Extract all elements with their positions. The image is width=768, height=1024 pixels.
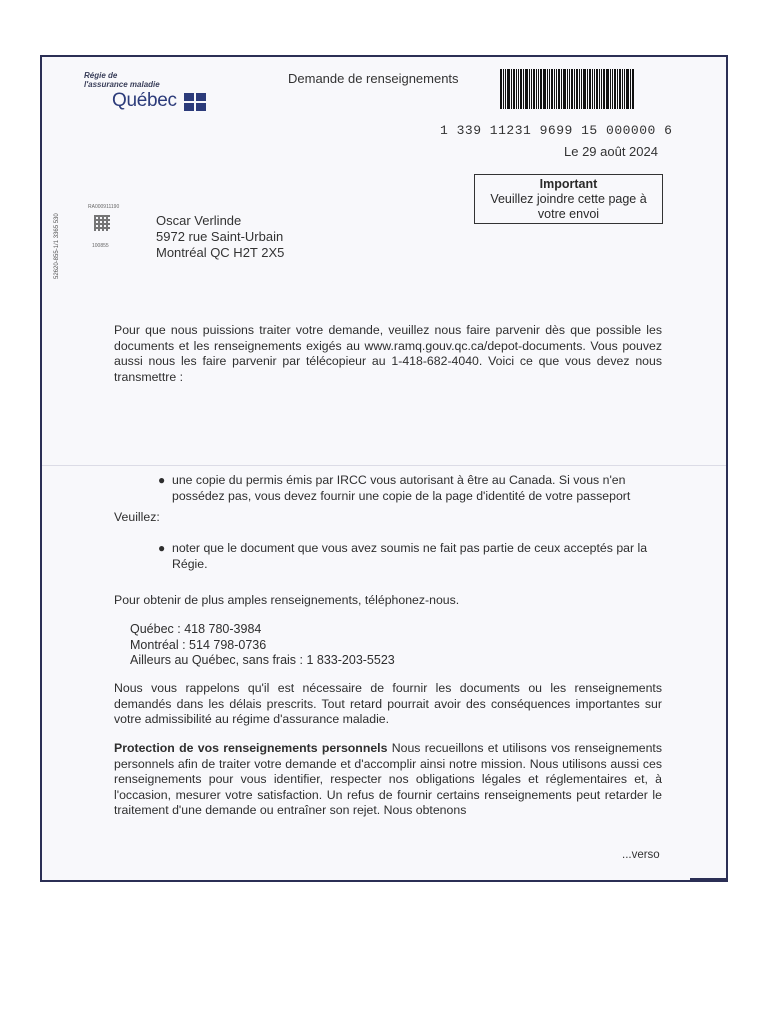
barcode-bar: [523, 69, 524, 109]
barcode-bar: [606, 69, 609, 109]
barcode-bar: [518, 69, 519, 109]
barcode-bar: [567, 69, 568, 109]
barcode-bar: [596, 69, 598, 109]
recipient-city: Montréal QC H2T 2X5: [156, 245, 285, 260]
tracking-code-bottom: 100855: [92, 243, 109, 249]
vertical-form-code: 52620-855-1/1 3365 530: [54, 213, 60, 279]
barcode-bar: [589, 69, 591, 109]
barcode-bar: [571, 69, 573, 109]
barcode-bar: [632, 69, 634, 109]
barcode-bar: [576, 69, 578, 109]
intro-paragraph: Pour que nous puissions traiter votre demande, veuillez nous faire parvenir dès que possible les documents et les renseignements exigés au www.ramq.gouv.qc.ca/depot-documents. Vous pouvez aussi nous les faire parvenir par télécopieur au 1-418-682-4040. Voici ce que vous devez nous transmettre :: [114, 323, 662, 384]
quebec-wordmark: Québec: [112, 90, 177, 111]
important-text: Veuillez joindre cette page à votre envoi: [490, 192, 647, 221]
barcode-bar: [554, 69, 555, 109]
barcode-bar: [540, 69, 542, 109]
barcode-bar: [543, 69, 546, 109]
important-title: Important: [539, 177, 598, 191]
more-info-text: Pour obtenir de plus amples renseignements, téléphonez-nous.: [114, 593, 460, 607]
document-note: noter que le document que vous avez soumis ne fait pas partie de ceux acceptés par la Régie.: [172, 541, 648, 571]
barcode-bar: [583, 69, 586, 109]
barcode-bar: [574, 69, 575, 109]
list-item: [158, 541, 664, 572]
required-document: une copie du permis émis par IRCC vous autorisant à être au Canada. Si vous n'en possédez pas, vous devez fournir une copie de la page d'identité de votre passeport: [172, 473, 631, 503]
barcode-bar: [617, 69, 618, 109]
barcode-bar: [612, 69, 613, 109]
barcode-bar: [520, 69, 522, 109]
barcode-bar: [626, 69, 629, 109]
barcode-bar: [563, 69, 566, 109]
barcode-bar: [551, 69, 553, 109]
document-title: Demande de renseignements: [288, 71, 459, 86]
barcode-bar: [549, 69, 550, 109]
privacy-text: Nous recueillons et utilisons vos renseignements personnels afin de traiter votre demande et d'accomplir ainsi notre mission. Nous utilisons aussi ces renseignements pour vous identifier, respecter nos obligations légales et réglementaires et, à l'occasion, mesurer votre satisfaction. Un refus de fournir certains renseignements peut retarder le traitement d'une demande ou entraîner son rejet. Nous obtenons: [114, 741, 662, 817]
reminder-paragraph: Nous vous rappelons qu'il est nécessaire de fournir les documents ou les renseignements demandés dans les délais prescrits. Tout retard pourrait avoir des conséquences importantes sur votre admissibilité au régime d'assurance maladie.: [114, 681, 662, 726]
barcode-bar: [511, 69, 512, 109]
barcode-bar: [587, 69, 588, 109]
barcode-bar: [533, 69, 535, 109]
barcode-bar: [503, 69, 504, 109]
barcode-bar: [592, 69, 593, 109]
barcode-bar: [547, 69, 548, 109]
barcode-bar: [513, 69, 515, 109]
recipient-street: 5972 rue Saint-Urbain: [156, 229, 284, 244]
barcode-bar: [622, 69, 623, 109]
barcode-bar: [500, 69, 502, 109]
phone-quebec: Québec : 418 780-3984: [130, 622, 262, 636]
barcode-bar: [601, 69, 602, 109]
barcode-bar: [569, 69, 570, 109]
fleur-de-lis-flag-icon: [184, 93, 206, 111]
bullet-icon: ●: [158, 541, 166, 555]
privacy-paragraph: [114, 741, 662, 819]
bullet-icon: ●: [158, 473, 166, 487]
barcode-bar: [614, 69, 616, 109]
barcode-bar: [561, 69, 562, 109]
barcode-bar: [558, 69, 560, 109]
barcode-bar: [556, 69, 557, 109]
phone-montreal: Montréal : 514 798-0736: [130, 637, 267, 652]
barcode-bar: [599, 69, 600, 109]
barcode-bar: [516, 69, 517, 109]
barcode-bar: [529, 69, 530, 109]
barcode-bar: [619, 69, 621, 109]
veuillez-label: Veuillez:: [114, 510, 160, 524]
privacy-title: Protection de vos renseignements personnels: [114, 741, 388, 755]
list-item: [158, 473, 664, 504]
paper-fold: [42, 465, 726, 466]
corner-mark: [690, 878, 726, 880]
reference-number: 1 339 11231 9699 15 000000 6: [440, 123, 673, 138]
recipient-address: [156, 213, 284, 261]
datamatrix-code: [94, 215, 110, 231]
barcode-bar: [507, 69, 510, 109]
phone-elsewhere: Ailleurs au Québec, sans frais : 1 833-203-5523: [130, 653, 395, 667]
barcode-bar: [579, 69, 580, 109]
barcode-bar: [525, 69, 528, 109]
recipient-name: Oscar Verlinde: [156, 213, 242, 228]
barcode-bar: [610, 69, 611, 109]
barcode-bar: [505, 69, 506, 109]
barcode-bar: [538, 69, 539, 109]
barcode-bar: [630, 69, 631, 109]
tracking-code: RA000911190: [88, 204, 120, 210]
barcode-bar: [536, 69, 537, 109]
letter-sheet: [40, 55, 728, 882]
barcode-bar: [603, 69, 605, 109]
letter-date: Le 29 août 2024: [564, 144, 658, 159]
important-notice: [474, 174, 663, 224]
barcode-bar: [624, 69, 625, 109]
verso-indicator: ...verso: [622, 849, 660, 861]
barcode: [500, 69, 662, 109]
barcode-bar: [531, 69, 532, 109]
barcode-bar: [581, 69, 582, 109]
phone-list: [130, 622, 395, 669]
barcode-bar: [594, 69, 595, 109]
ramq-logo: Régie de l'assurance maladie Québec: [84, 71, 206, 112]
